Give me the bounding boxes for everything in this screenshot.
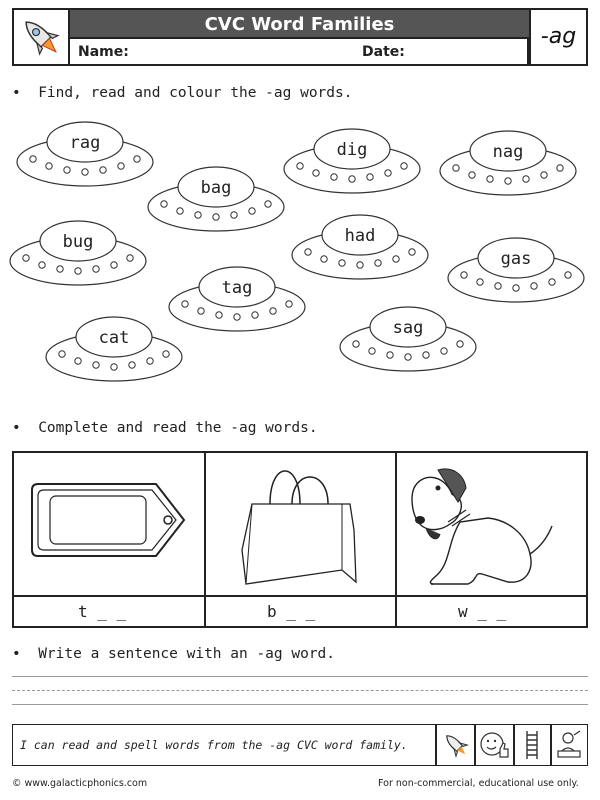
ufo-sag[interactable] bbox=[340, 307, 476, 371]
writing-line-middle[interactable] bbox=[12, 690, 588, 691]
writing-line-base[interactable] bbox=[12, 704, 588, 705]
ufo-nag[interactable] bbox=[440, 131, 576, 195]
name-label: Name: bbox=[78, 44, 129, 60]
instruction-find: • Find, read and colour the -ag words. bbox=[12, 85, 353, 101]
website-credit: © www.galacticphonics.com bbox=[12, 778, 148, 789]
writing-line-top[interactable] bbox=[12, 676, 588, 677]
license-note: For non-commercial, educational use only. bbox=[378, 778, 579, 789]
footer-divider bbox=[435, 724, 437, 766]
ufo-cat[interactable] bbox=[46, 317, 182, 381]
instruction-write-text: Write a sentence with an -ag word. bbox=[38, 646, 336, 662]
ufo-bug[interactable] bbox=[10, 221, 146, 285]
logo-box bbox=[12, 8, 70, 66]
self-assessment-text: I can read and spell words from the -ag CVC word family. bbox=[20, 738, 408, 752]
footer-divider bbox=[474, 724, 476, 766]
teacher-icon[interactable] bbox=[554, 729, 584, 761]
answer-wag[interactable]: w _ _ bbox=[458, 602, 507, 621]
dog-icon bbox=[408, 462, 560, 590]
thumbs-up-icon[interactable] bbox=[478, 729, 510, 761]
footer-divider bbox=[513, 724, 515, 766]
word-tag: tag bbox=[221, 278, 253, 298]
ufo-had[interactable] bbox=[292, 215, 428, 279]
answer-row-divider bbox=[12, 595, 588, 597]
ufo-bag[interactable] bbox=[148, 167, 284, 231]
ufo-rag[interactable] bbox=[17, 122, 153, 186]
instruction-find-text: Find, read and colour the -ag words. bbox=[38, 85, 353, 101]
word-gas: gas bbox=[500, 249, 532, 269]
cell-divider bbox=[204, 451, 206, 628]
ufo-dig[interactable] bbox=[284, 129, 420, 193]
tag-icon bbox=[28, 480, 190, 570]
answer-tag[interactable]: t _ _ bbox=[78, 602, 127, 621]
word-dig: dig bbox=[336, 140, 368, 160]
word-family-label: -ag bbox=[529, 8, 588, 66]
instruction-write: • Write a sentence with an -ag word. bbox=[12, 646, 336, 662]
answer-bag[interactable]: b _ _ bbox=[267, 602, 316, 621]
date-label: Date: bbox=[362, 44, 405, 60]
word-had: had bbox=[344, 226, 376, 246]
word-bug: bug bbox=[62, 232, 94, 252]
bag-icon bbox=[230, 460, 370, 590]
footer-divider bbox=[550, 724, 552, 766]
ufo-tag[interactable] bbox=[169, 267, 305, 331]
word-cat: cat bbox=[98, 328, 130, 348]
word-nag: nag bbox=[492, 142, 524, 162]
word-sag: sag bbox=[392, 318, 424, 338]
ladder-icon[interactable] bbox=[518, 729, 546, 761]
instruction-complete: • Complete and read the -ag words. bbox=[12, 420, 318, 436]
instruction-complete-text: Complete and read the -ag words. bbox=[38, 420, 318, 436]
name-date-row bbox=[70, 37, 529, 66]
rocket-icon bbox=[14, 10, 68, 64]
word-rag: rag bbox=[69, 133, 101, 153]
cell-divider bbox=[395, 451, 397, 628]
worksheet-title: CVC Word Families bbox=[70, 8, 529, 37]
word-bag: bag bbox=[200, 178, 232, 198]
ufo-gas[interactable] bbox=[448, 238, 584, 302]
rocket-icon[interactable] bbox=[440, 729, 472, 761]
ufo-words bbox=[0, 100, 600, 400]
